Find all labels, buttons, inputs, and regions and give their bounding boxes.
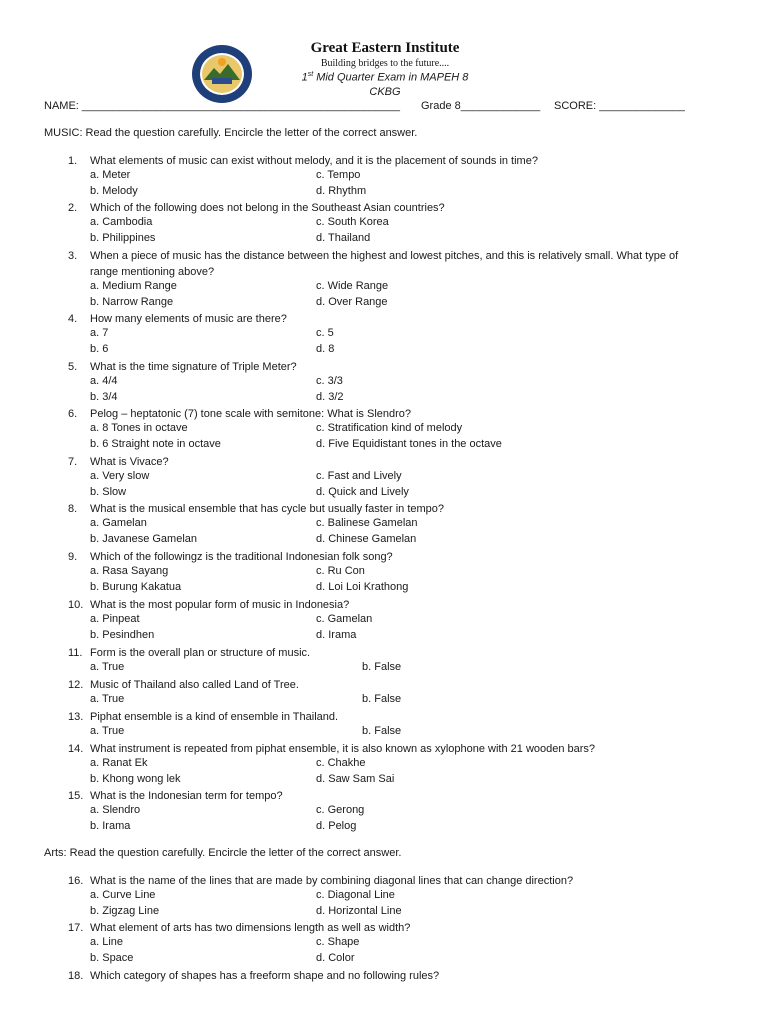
name-field[interactable]: NAME: ____________________________________________________ bbox=[44, 100, 401, 112]
option-c[interactable]: c. Fast and Lively bbox=[316, 470, 402, 482]
question-number: 13. bbox=[68, 711, 84, 723]
question-number: 8. bbox=[68, 503, 78, 515]
option-c[interactable]: c. Stratification kind of melody bbox=[316, 422, 463, 434]
option-a[interactable]: a. Meter bbox=[90, 169, 131, 181]
question-3 bbox=[68, 248, 708, 280]
question-text: What is Vivace? bbox=[90, 456, 169, 468]
option-b[interactable]: b. Narrow Range bbox=[90, 296, 174, 308]
option-b[interactable]: b. Space bbox=[90, 952, 134, 964]
question-number: 3. bbox=[68, 250, 78, 262]
option-a[interactable]: a. 8 Tones in octave bbox=[90, 422, 188, 434]
question-number: 18. bbox=[68, 970, 84, 982]
question-text: When a piece of music has the distance between the highest and lowest pitches, and this is relatively small. What type of range mentioning above? bbox=[90, 250, 679, 278]
question-2 bbox=[68, 200, 708, 216]
question-text: Piphat ensemble is a kind of ensemble in Thailand. bbox=[90, 711, 339, 723]
option-c[interactable]: c. Diagonal Line bbox=[316, 889, 395, 901]
question-number: 10. bbox=[68, 599, 84, 611]
question-text: What is the name of the lines that are made by combining diagonal lines that can change direction? bbox=[90, 875, 574, 887]
question-13 bbox=[68, 709, 708, 725]
option-b[interactable]: b. Slow bbox=[90, 486, 127, 498]
question-text: How many elements of music are there? bbox=[90, 313, 287, 325]
question-6 bbox=[68, 406, 708, 422]
option-a[interactable]: a. 4/4 bbox=[90, 375, 118, 387]
question-text: What element of arts has two dimensions length as well as width? bbox=[90, 922, 411, 934]
option-a[interactable]: a. Line bbox=[90, 936, 124, 948]
question-11 bbox=[68, 645, 708, 661]
option-c[interactable]: c. Gamelan bbox=[316, 613, 373, 625]
option-d[interactable]: d. Loi Loi Krathong bbox=[316, 581, 409, 593]
question-17 bbox=[68, 920, 708, 936]
question-number: 17. bbox=[68, 922, 84, 934]
option-d[interactable]: d. Quick and Lively bbox=[316, 486, 409, 498]
school-tagline: Building bridges to the future.... bbox=[320, 58, 450, 69]
option-a[interactable]: a. Medium Range bbox=[90, 280, 177, 292]
question-number: 7. bbox=[68, 456, 78, 468]
document-header bbox=[0, 36, 768, 106]
option-a[interactable]: a. Cambodia bbox=[90, 216, 153, 228]
option-a[interactable]: a. Curve Line bbox=[90, 889, 156, 901]
option-b[interactable]: b. 6 Straight note in octave bbox=[90, 438, 221, 450]
question-number: 2. bbox=[68, 202, 78, 214]
exam-code: CKBG bbox=[369, 86, 401, 98]
option-b[interactable]: b. False bbox=[362, 725, 402, 737]
option-b[interactable]: b. False bbox=[362, 693, 402, 705]
question-14 bbox=[68, 741, 708, 757]
option-d[interactable]: d. Thailand bbox=[316, 232, 371, 244]
option-d[interactable]: d. Five Equidistant tones in the octave bbox=[316, 438, 502, 450]
option-a[interactable]: a. True bbox=[90, 725, 125, 737]
question-number: 9. bbox=[68, 551, 78, 563]
option-b[interactable]: b. Melody bbox=[90, 185, 138, 197]
question-10 bbox=[68, 597, 708, 613]
question-15 bbox=[68, 788, 708, 804]
option-a[interactable]: a. Slendro bbox=[90, 804, 141, 816]
question-8 bbox=[68, 501, 708, 517]
option-b[interactable]: b. Pesindhen bbox=[90, 629, 155, 641]
option-b[interactable]: b. Khong wong lek bbox=[90, 773, 181, 785]
question-4 bbox=[68, 311, 708, 327]
option-a[interactable]: a. Pinpeat bbox=[90, 613, 140, 625]
question-number: 15. bbox=[68, 790, 84, 802]
option-d[interactable]: d. Rhythm bbox=[316, 185, 367, 197]
option-a[interactable]: a. 7 bbox=[90, 327, 109, 339]
option-a[interactable]: a. Ranat Ek bbox=[90, 757, 148, 769]
question-text: Pelog – heptatonic (7) tone scale with semitone: What is Slendro? bbox=[90, 408, 412, 420]
option-a[interactable]: a. Gamelan bbox=[90, 517, 147, 529]
question-5 bbox=[68, 359, 708, 375]
option-d[interactable]: d. 8 bbox=[316, 343, 335, 355]
question-text: What is the musical ensemble that has cycle but usually faster in tempo? bbox=[90, 503, 445, 515]
school-name: Great Eastern Institute bbox=[310, 40, 460, 56]
option-c[interactable]: c. Gerong bbox=[316, 804, 365, 816]
question-number: 12. bbox=[68, 679, 84, 691]
option-b[interactable]: b. Zigzag Line bbox=[90, 905, 160, 917]
question-text: What is the time signature of Triple Meter? bbox=[90, 361, 297, 373]
question-text: Which category of shapes has a freeform shape and no following rules? bbox=[90, 970, 440, 982]
option-d[interactable]: d. Chinese Gamelan bbox=[316, 533, 417, 545]
option-b[interactable]: b. Burung Kakatua bbox=[90, 581, 182, 593]
option-c[interactable]: c. Shape bbox=[316, 936, 360, 948]
option-d[interactable]: d. Horizontal Line bbox=[316, 905, 402, 917]
question-number: 1. bbox=[68, 155, 78, 167]
option-b[interactable]: b. Philippines bbox=[90, 232, 156, 244]
question-text: Music of Thailand also called Land of Tree. bbox=[90, 679, 299, 691]
question-number: 11. bbox=[68, 647, 83, 659]
question-18 bbox=[68, 968, 708, 984]
option-b[interactable]: b. Irama bbox=[90, 820, 131, 832]
option-d[interactable]: d. 3/2 bbox=[316, 391, 344, 403]
question-text: What is the most popular form of music in Indonesia? bbox=[90, 599, 350, 611]
option-c[interactable]: c. Balinese Gamelan bbox=[316, 517, 418, 529]
option-d[interactable]: d. Saw Sam Sai bbox=[316, 773, 395, 785]
question-number: 4. bbox=[68, 313, 78, 325]
question-number: 5. bbox=[68, 361, 78, 373]
exam-title: 1st Mid Quarter Exam in MAPEH 8 bbox=[301, 71, 469, 84]
option-c[interactable]: c. Ru Con bbox=[316, 565, 365, 577]
option-c[interactable]: c. South Korea bbox=[316, 216, 389, 228]
question-text: What elements of music can exist without melody, and it is the placement of sounds in time? bbox=[90, 155, 538, 167]
option-c[interactable]: c. 3/3 bbox=[316, 375, 343, 387]
question-text: Which of the followingz is the traditional Indonesian folk song? bbox=[90, 551, 393, 563]
question-12 bbox=[68, 677, 708, 693]
question-number: 6. bbox=[68, 408, 78, 420]
option-b[interactable]: b. 6 bbox=[90, 343, 109, 355]
option-a[interactable]: a. True bbox=[90, 693, 125, 705]
option-a[interactable]: a. True bbox=[90, 661, 125, 673]
question-text: What is the Indonesian term for tempo? bbox=[90, 790, 283, 802]
option-b[interactable]: b. False bbox=[362, 661, 402, 673]
question-text: Which of the following does not belong in the Southeast Asian countries? bbox=[90, 202, 445, 214]
option-a[interactable]: a. Very slow bbox=[90, 470, 150, 482]
score-field[interactable]: SCORE: ______________ bbox=[554, 100, 685, 112]
option-c[interactable]: c. Wide Range bbox=[316, 280, 389, 292]
question-1 bbox=[68, 153, 708, 169]
question-16 bbox=[68, 873, 708, 889]
grade-field[interactable]: Grade 8_____________ bbox=[421, 100, 541, 112]
question-text: What instrument is repeated from piphat ensemble, it is also known as xylophone with 21 wooden bars? bbox=[90, 743, 596, 755]
option-d[interactable]: d. Pelog bbox=[316, 820, 357, 832]
arts-instruction: Arts: Read the question carefully. Encircle the letter of the correct answer. bbox=[44, 847, 402, 859]
option-c[interactable]: c. Tempo bbox=[316, 169, 361, 181]
option-d[interactable]: d. Irama bbox=[316, 629, 357, 641]
option-b[interactable]: b. 3/4 bbox=[90, 391, 118, 403]
option-d[interactable]: d. Over Range bbox=[316, 296, 388, 308]
question-9 bbox=[68, 549, 708, 565]
music-instruction: MUSIC: Read the question carefully. Encircle the letter of the correct answer. bbox=[44, 127, 418, 139]
option-c[interactable]: c. 5 bbox=[316, 327, 334, 339]
question-number: 16. bbox=[68, 875, 84, 887]
option-b[interactable]: b. Javanese Gamelan bbox=[90, 533, 198, 545]
option-d[interactable]: d. Color bbox=[316, 952, 355, 964]
option-c[interactable]: c. Chakhe bbox=[316, 757, 366, 769]
question-7 bbox=[68, 454, 708, 470]
option-a[interactable]: a. Rasa Sayang bbox=[90, 565, 169, 577]
question-number: 14. bbox=[68, 743, 84, 755]
question-text: Form is the overall plan or structure of music. bbox=[90, 647, 311, 659]
